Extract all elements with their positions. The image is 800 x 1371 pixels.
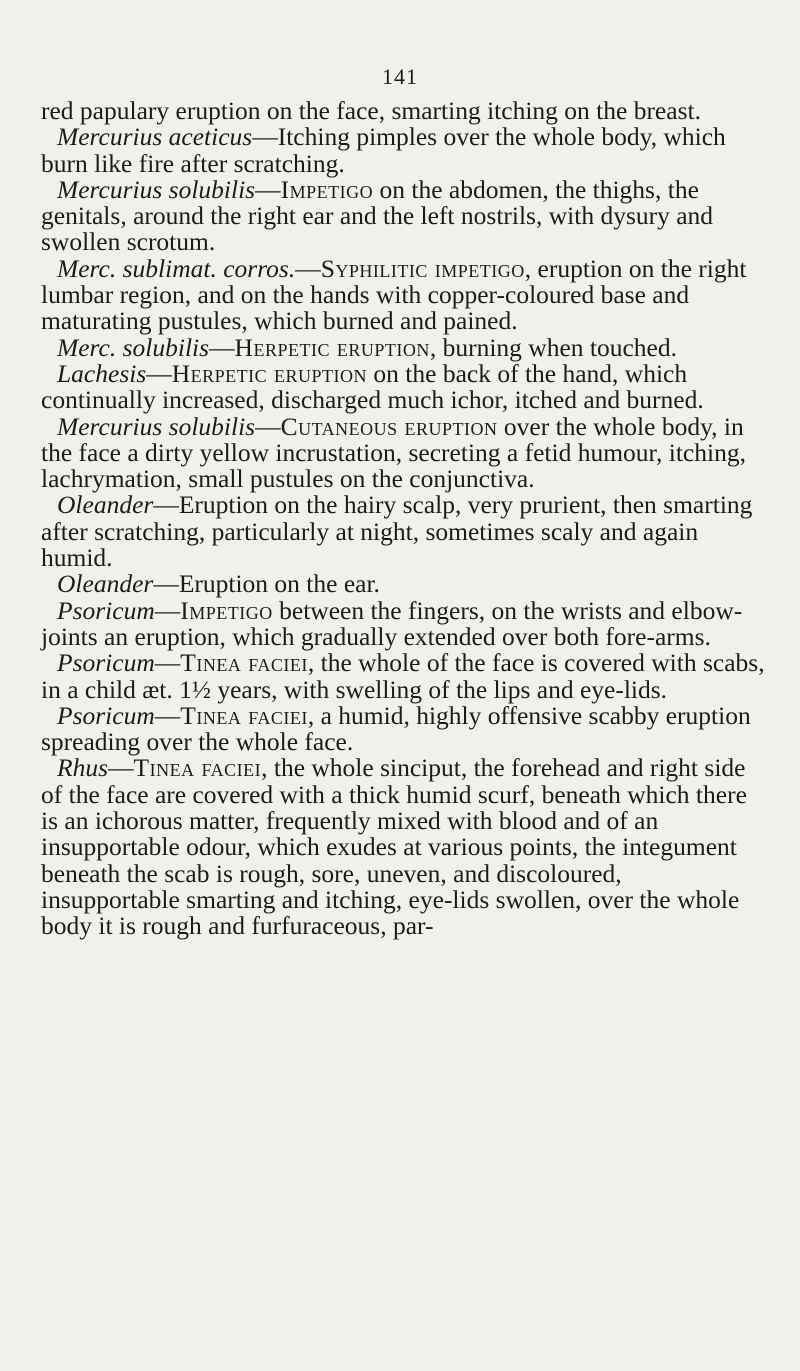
remedy-name: Mercurius aceticus (57, 122, 253, 152)
paragraph: Oleander—Eruption on the hairy scalp, very prurient, then smarting after scratching, particularly at night, sometimes scaly and again humid. (41, 490, 753, 573)
remedy-name: Psoricum (57, 700, 155, 730)
remedy-name: Mercurius solubilis (57, 174, 256, 204)
paragraph: Mercurius solubilis—Cutaneous eruption over the whole body, in the face a dirty yellow incrustation, secreting a fetid humour, itching, lachrymation, small pustules on the conjunctiva. (41, 411, 746, 494)
remedy-name: Oleander (57, 569, 154, 599)
entry-text: on the back of the hand, which continually increased, discharged much ichor, itched and burned. (41, 358, 704, 415)
paragraph: Psoricum—Tinea faciei, the whole of the face is covered with scabs, in a child æt. 1½ years, with swelling of the lips and eye-lids. (41, 648, 765, 704)
page-number: 141 (382, 64, 418, 89)
paragraph: Psoricum—Tinea faciei, a humid, highly offensive scabby eruption spreading over the whole face. (41, 700, 751, 757)
paragraph: Merc. sublimat. corros.—Syphilitic impetigo, eruption on the right lumbar region, and on the hands with copper-coloured base and maturating pustules, which burned and pained. (41, 253, 747, 336)
entry-text: Itching pimples over the whole body, which burn like fire after scratching. (41, 122, 726, 178)
entry-text: , eruption on the right lumbar region, and on the hands with copper-coloured base and maturating pustules, which burned and pained. (41, 253, 747, 336)
entry-text: , the whole sinciput, the forehead and right side of the face are covered with a thick humid scurf, beneath which there is an ichorous matter, frequently mixed with blood and of an insupportable odour, which exudes at various points, the integument beneath the scab is rough, sore, uneven, and discoloured, insupportable smarting and itching, eye-lids swollen, over the whole body it is rough and furfuraceous, par- (41, 753, 747, 941)
entry-text: on the abdomen, the thighs, the genitals, around the right ear and the left nostrils, with dysury and swollen scrotum. (41, 174, 714, 257)
remedy-name: Rhus (57, 753, 108, 783)
paragraph: Merc. solubilis—Herpetic eruption, burning when touched. (57, 332, 677, 362)
paragraph: Psoricum—Impetigo between the fingers, on the wrists and elbow-joints an eruption, which gradually extended over both fore-arms. (41, 595, 743, 651)
paragraph: red papulary eruption on the face, smarting itching on the breast. (41, 96, 701, 125)
page-body (41, 98, 766, 940)
condition-heading: Herpetic eruption (234, 332, 430, 362)
condition-heading: Impetigo (180, 595, 273, 625)
condition-heading: Syphilitic impetigo (320, 253, 525, 283)
entry-text: Eruption on the ear. (178, 569, 380, 599)
remedy-name: Oleander (57, 490, 154, 520)
condition-heading: Cutaneous eruption (280, 411, 498, 441)
entry-text: Eruption on the hairy scalp, very prurient, then smarting after scratching, particularly at night, sometimes scaly and again humid. (41, 490, 753, 573)
entry-text: , the whole of the face is covered with scabs, in a child æt. 1½ years, with swelling of the lips and eye-lids. (41, 648, 765, 704)
condition-heading: Impetigo (280, 174, 374, 204)
paragraph: Oleander—Eruption on the ear. (57, 569, 380, 599)
paragraph: Mercurius solubilis—Impetigo on the abdomen, the thighs, the genitals, around the right ear and the left nostrils, with dysury and swollen scrotum. (41, 174, 714, 257)
condition-heading: Herpetic eruption (171, 358, 368, 388)
paragraph: Lachesis—Herpetic eruption on the back of the hand, which continually increased, discharged much ichor, itched and burned. (41, 358, 704, 415)
entry-text: , burning when touched. (429, 332, 677, 362)
entry-text: between the fingers, on the wrists and elbow-joints an eruption, which gradually extended over both fore-arms. (41, 595, 743, 651)
remedy-name: Psoricum (57, 595, 155, 625)
condition-heading: Tinea faciei (133, 753, 262, 783)
entry-text: over the whole body, in the face a dirty yellow incrustation, secreting a fetid humour, itching, lachrymation, small pustules on the conjunctiva. (41, 411, 746, 494)
remedy-name: Lachesis (57, 358, 147, 388)
paragraph: Mercurius aceticus—Itching pimples over the whole body, which burn like fire after scratching. (41, 122, 726, 178)
condition-heading: Tinea faciei (180, 700, 308, 730)
condition-heading: Tinea faciei (180, 648, 308, 678)
paragraph: Rhus—Tinea faciei, the whole sinciput, the forehead and right side of the face are covered with a thick humid scurf, beneath which there is an ichorous matter, frequently mixed with blood and of an insupportable odour, which exudes at various points, the integument beneath the scab is rough, sore, uneven, and discoloured, insupportable smarting and itching, eye-lids swollen, over the whole body it is rough and furfuraceous, par- (41, 753, 747, 941)
remedy-name: Psoricum (57, 648, 155, 678)
entry-text: , a humid, highly offensive scabby eruption spreading over the whole face. (41, 700, 751, 757)
remedy-name: Mercurius solubilis (57, 411, 256, 441)
remedy-name: Merc. solubilis (57, 332, 210, 362)
remedy-name: Merc. sublimat. corros. (57, 253, 296, 283)
